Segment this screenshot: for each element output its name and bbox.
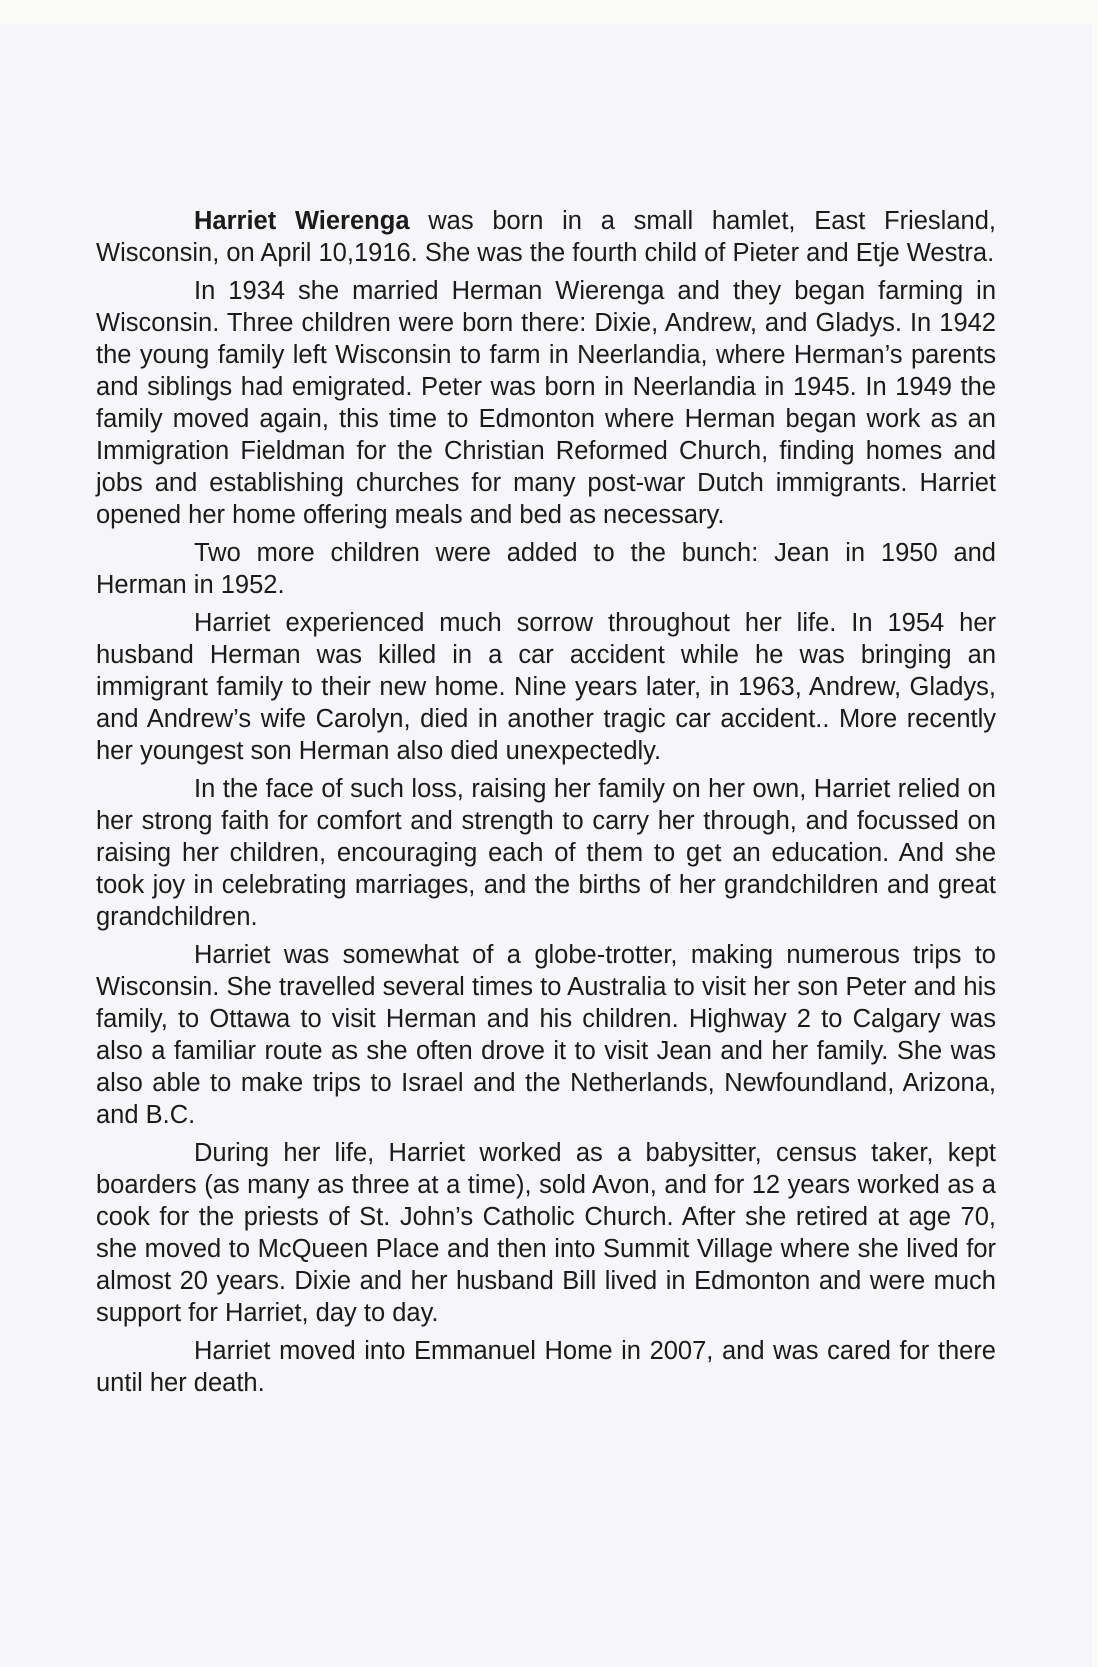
paragraph-children: Two more children were added to the bunch: Jean in 1950 and Herman in 1952. — [96, 539, 996, 599]
paragraph-intro-text: was born in a small hamlet, East Friesland, Wisconsin, on April 10,1916. She was the fourth child of Pieter and Etje Westra. — [96, 207, 996, 267]
paragraph-faith: In the face of such loss, raising her family on her own, Harriet relied on her strong faith for comfort and strength to carry her through, and focussed on raising her children, encouraging each of them to get an education. And she took joy in celebrating marriages, and the births of her grandchildren and great grandchildren. — [96, 775, 996, 931]
subject-name: Harriet Wierenga — [194, 207, 410, 235]
paragraph-work: During her life, Harriet worked as a babysitter, census taker, kept boarders (as many as three at a time), sold Avon, and for 12 years worked as a cook for the priests of St. John’s Catholic Church. After she retired at age 70, she moved to McQueen Place and then into Summit Village where she lived for almost 20 years. Dixie and her husband Bill lived in Edmonton and were much support for Harriet, day to day. — [96, 1139, 996, 1327]
obituary-text — [96, 205, 996, 1399]
paragraph-intro — [96, 205, 996, 269]
paragraph-travels: Harriet was somewhat of a globe-trotter, making numerous trips to Wisconsin. She travelled several times to Australia to visit her son Peter and his family, to Ottawa to visit Herman and his children. Highway 2 to Calgary was also a familiar route as she often drove it to visit Jean and her family. She was also able to make trips to Israel and the Netherlands, Newfoundland, Arizona, and B.C. — [96, 941, 996, 1129]
paragraph-final: Harriet moved into Emmanuel Home in 2007, and was cared for there until her death. — [96, 1337, 996, 1397]
scan-right-edge — [1092, 0, 1098, 1667]
scan-top-edge — [0, 0, 1098, 24]
paragraph-sorrow: Harriet experienced much sorrow throughout her life. In 1954 her husband Herman was killed in a car accident while he was bringing an immigrant family to their new home. Nine years later, in 1963, Andrew, Gladys, and Andrew’s wife Carolyn, died in another tragic car accident.. More recently her youngest son Herman also died unexpectedly. — [96, 609, 996, 765]
paragraph-marriage: In 1934 she married Herman Wierenga and they began farming in Wisconsin. Three children were born there: Dixie, Andrew, and Gladys. In 1942 the young family left Wisconsin to farm in Neerlandia, where Herman’s parents and siblings had emigrated. Peter was born in Neerlandia in 1945. In 1949 the family moved again, this time to Edmonton where Herman began work as an Immigration Fieldman for the Christian Reformed Church, finding homes and jobs and establishing churches for many post-war Dutch immigrants. Harriet opened her home offering meals and bed as necessary. — [96, 277, 996, 529]
